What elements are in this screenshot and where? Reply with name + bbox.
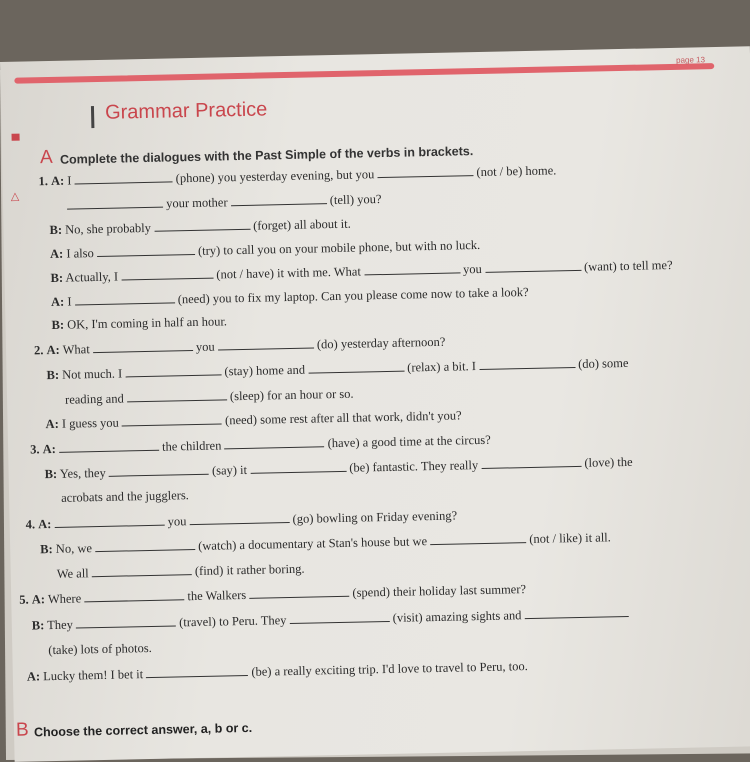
- margin-square-icon: [12, 134, 20, 141]
- dialogue-text: (not / be) home.: [476, 163, 557, 180]
- dialogue-text: No, we: [55, 541, 93, 556]
- dialogue-text: (sleep) for an hour or so.: [229, 386, 354, 404]
- dialogue-text: (not / like) it all.: [529, 530, 611, 547]
- speaker-label: A:: [38, 517, 52, 532]
- dialogue-text: (phone) you yesterday evening, but you: [175, 167, 375, 186]
- answer-blank[interactable]: [231, 192, 327, 206]
- answer-blank[interactable]: [125, 363, 221, 377]
- d3-line-2: [44, 454, 632, 482]
- speaker-label: A:: [50, 294, 65, 309]
- answer-blank[interactable]: [59, 439, 159, 453]
- workbook-page: [0, 46, 750, 762]
- speaker-label: A:: [31, 592, 46, 607]
- answer-blank[interactable]: [97, 243, 195, 257]
- page-number: page 13: [676, 55, 706, 65]
- dialogue-text: (relax) a bit. I: [407, 359, 477, 375]
- dialogue-text: (be) a really exciting trip. I'd love to travel to Peru, too.: [251, 659, 528, 679]
- dialogue-text: (do) some: [577, 355, 629, 371]
- d2-line-2: [46, 355, 628, 383]
- d5-line-3: [48, 641, 152, 658]
- page-title: Grammar Practice: [104, 98, 268, 124]
- speaker-label: B:: [44, 466, 58, 482]
- answer-blank[interactable]: [76, 614, 176, 628]
- dialogue-text: I: [67, 173, 72, 188]
- header-rule: [14, 63, 714, 84]
- dialogue-text: (have) a good time at the circus?: [327, 432, 491, 451]
- section-a-instruction: Complete the dialogues with the Past Simple of the verbs in brackets.: [59, 144, 474, 167]
- speaker-label: B:: [40, 542, 53, 557]
- dialogue-text: We all: [56, 566, 89, 581]
- title-divider: [91, 106, 94, 128]
- d1-line-2: [67, 191, 382, 214]
- answer-blank[interactable]: [154, 218, 250, 232]
- answer-blank[interactable]: [485, 259, 581, 273]
- speaker-label: A:: [42, 441, 56, 457]
- dialogue-text: Where: [47, 591, 82, 607]
- answer-blank[interactable]: [430, 531, 526, 545]
- speaker-label: B:: [46, 367, 60, 383]
- item-number: 5.: [19, 592, 29, 607]
- answer-blank[interactable]: [218, 336, 314, 350]
- answer-blank[interactable]: [524, 605, 628, 619]
- speaker-label: B:: [31, 618, 45, 633]
- dialogue-text: (find) it rather boring.: [194, 561, 305, 579]
- answer-blank[interactable]: [95, 538, 195, 552]
- dialogue-text: (not / have) it with me. What: [216, 264, 361, 282]
- d2-line-3: [65, 386, 354, 408]
- answer-blank[interactable]: [146, 664, 248, 678]
- dialogue-text: you: [195, 339, 215, 354]
- d1-line-1: [38, 162, 556, 189]
- answer-blank[interactable]: [121, 267, 213, 281]
- item-number: 2.: [33, 343, 44, 358]
- dialogue-text: (spend) their holiday last summer?: [352, 582, 527, 600]
- dialogue-text: Yes, they: [59, 465, 106, 481]
- dialogue-text: (do) yesterday afternoon?: [316, 334, 446, 352]
- answer-blank[interactable]: [109, 463, 209, 477]
- dialogue-text: (watch) a documentary at Stan's house but we: [198, 534, 428, 553]
- answer-blank[interactable]: [92, 563, 192, 577]
- dialogue-text: (love) the: [584, 454, 633, 470]
- section-b-letter: B: [15, 719, 29, 741]
- answer-blank[interactable]: [377, 164, 473, 178]
- dialogue-text: (tell) you?: [329, 192, 382, 208]
- item-number: 4.: [25, 517, 36, 532]
- dialogue-text: you: [462, 261, 482, 277]
- speaker-label: A:: [49, 246, 64, 261]
- answer-blank[interactable]: [122, 412, 222, 426]
- d4-line-2: [40, 529, 611, 557]
- speaker-label: B:: [51, 317, 65, 332]
- speaker-label: A:: [50, 173, 65, 188]
- dialogue-text: (need) you to fix my laptop. Can you please come now to take a look?: [177, 284, 529, 307]
- d1-line-7: [51, 314, 227, 333]
- section-b-instruction: Choose the correct answer, a, b or c.: [33, 720, 253, 740]
- dialogue-text: I also: [66, 246, 94, 261]
- d1-line-5: [50, 257, 672, 286]
- answer-blank[interactable]: [189, 511, 289, 525]
- dialogue-text: No, she probably: [65, 220, 152, 237]
- dialogue-text: your mother: [165, 195, 228, 211]
- speaker-label: A:: [26, 669, 41, 684]
- dialogue-text: (forget) all about it.: [252, 216, 351, 233]
- d4-line-1: [26, 508, 458, 533]
- speaker-label: B:: [49, 222, 63, 237]
- answer-blank[interactable]: [127, 388, 227, 402]
- dialogue-text: (try) to call you on your mobile phone, but with no luck.: [197, 237, 481, 258]
- answer-blank[interactable]: [224, 435, 324, 449]
- answer-blank[interactable]: [74, 291, 174, 305]
- answer-blank[interactable]: [93, 339, 193, 353]
- dialogue-text: (travel) to Peru. They: [178, 613, 287, 630]
- answer-blank[interactable]: [364, 261, 460, 275]
- dialogue-text: acrobats and the jugglers.: [60, 488, 189, 505]
- item-number: 1.: [38, 174, 49, 189]
- answer-blank[interactable]: [481, 455, 581, 469]
- speaker-label: A:: [46, 342, 60, 358]
- dialogue-text: Not much. I: [62, 366, 123, 382]
- dialogue-text: (be) fantastic. They really: [349, 458, 479, 475]
- answer-blank[interactable]: [67, 196, 163, 210]
- d1-line-4: [50, 237, 481, 262]
- dialogue-text: the children: [161, 438, 222, 454]
- dialogue-text: (need) some rest after all that work, didn't you?: [224, 408, 462, 428]
- d3-line-1: [30, 432, 491, 458]
- answer-blank[interactable]: [74, 170, 172, 184]
- dialogue-text: (go) bowling on Friday evening?: [292, 508, 458, 526]
- speaker-label: B:: [50, 270, 64, 285]
- answer-blank[interactable]: [289, 610, 389, 624]
- item-number: 3.: [29, 442, 40, 457]
- answer-blank[interactable]: [250, 460, 346, 474]
- dialogue-text: (want) to tell me?: [583, 257, 673, 274]
- d5-line-1: [19, 581, 526, 608]
- d4-line-3: [57, 561, 305, 582]
- speaker-label: A:: [45, 416, 59, 432]
- dialogue-text: Lucky them! I bet it: [43, 667, 144, 684]
- d5-line-2: [32, 605, 629, 633]
- dialogue-text: reading and: [64, 391, 124, 407]
- d2-line-4: [45, 407, 461, 432]
- section-a-letter: A: [39, 146, 53, 169]
- answer-blank[interactable]: [54, 514, 164, 528]
- margin-triangle-icon: △: [10, 190, 20, 203]
- dialogue-text: (visit) amazing sights and: [392, 608, 522, 625]
- answer-blank[interactable]: [84, 588, 184, 602]
- dialogue-text: They: [47, 617, 74, 633]
- d3-line-3: [61, 488, 189, 506]
- dialogue-text: What: [62, 342, 90, 357]
- d1-line-3: [49, 216, 351, 238]
- dialogue-text: (stay) home and: [224, 362, 306, 379]
- d2-line-1: [34, 334, 446, 359]
- dialogue-text: you: [167, 514, 187, 529]
- answer-blank[interactable]: [479, 356, 575, 370]
- dialogue-text: OK, I'm coming in half an hour.: [66, 314, 228, 332]
- dialogue-text: Actually, I: [65, 269, 119, 285]
- dialogue-text: the Walkers: [187, 587, 247, 604]
- dialogue-text: I guess you: [61, 415, 120, 431]
- d5-line-4: [27, 658, 528, 684]
- dialogue-text: I: [67, 294, 72, 309]
- dialogue-text: (say) it: [211, 462, 248, 478]
- answer-blank[interactable]: [249, 585, 349, 599]
- dialogue-text: (take) lots of photos.: [48, 640, 152, 658]
- d1-line-6: [51, 284, 529, 310]
- answer-blank[interactable]: [308, 360, 404, 374]
